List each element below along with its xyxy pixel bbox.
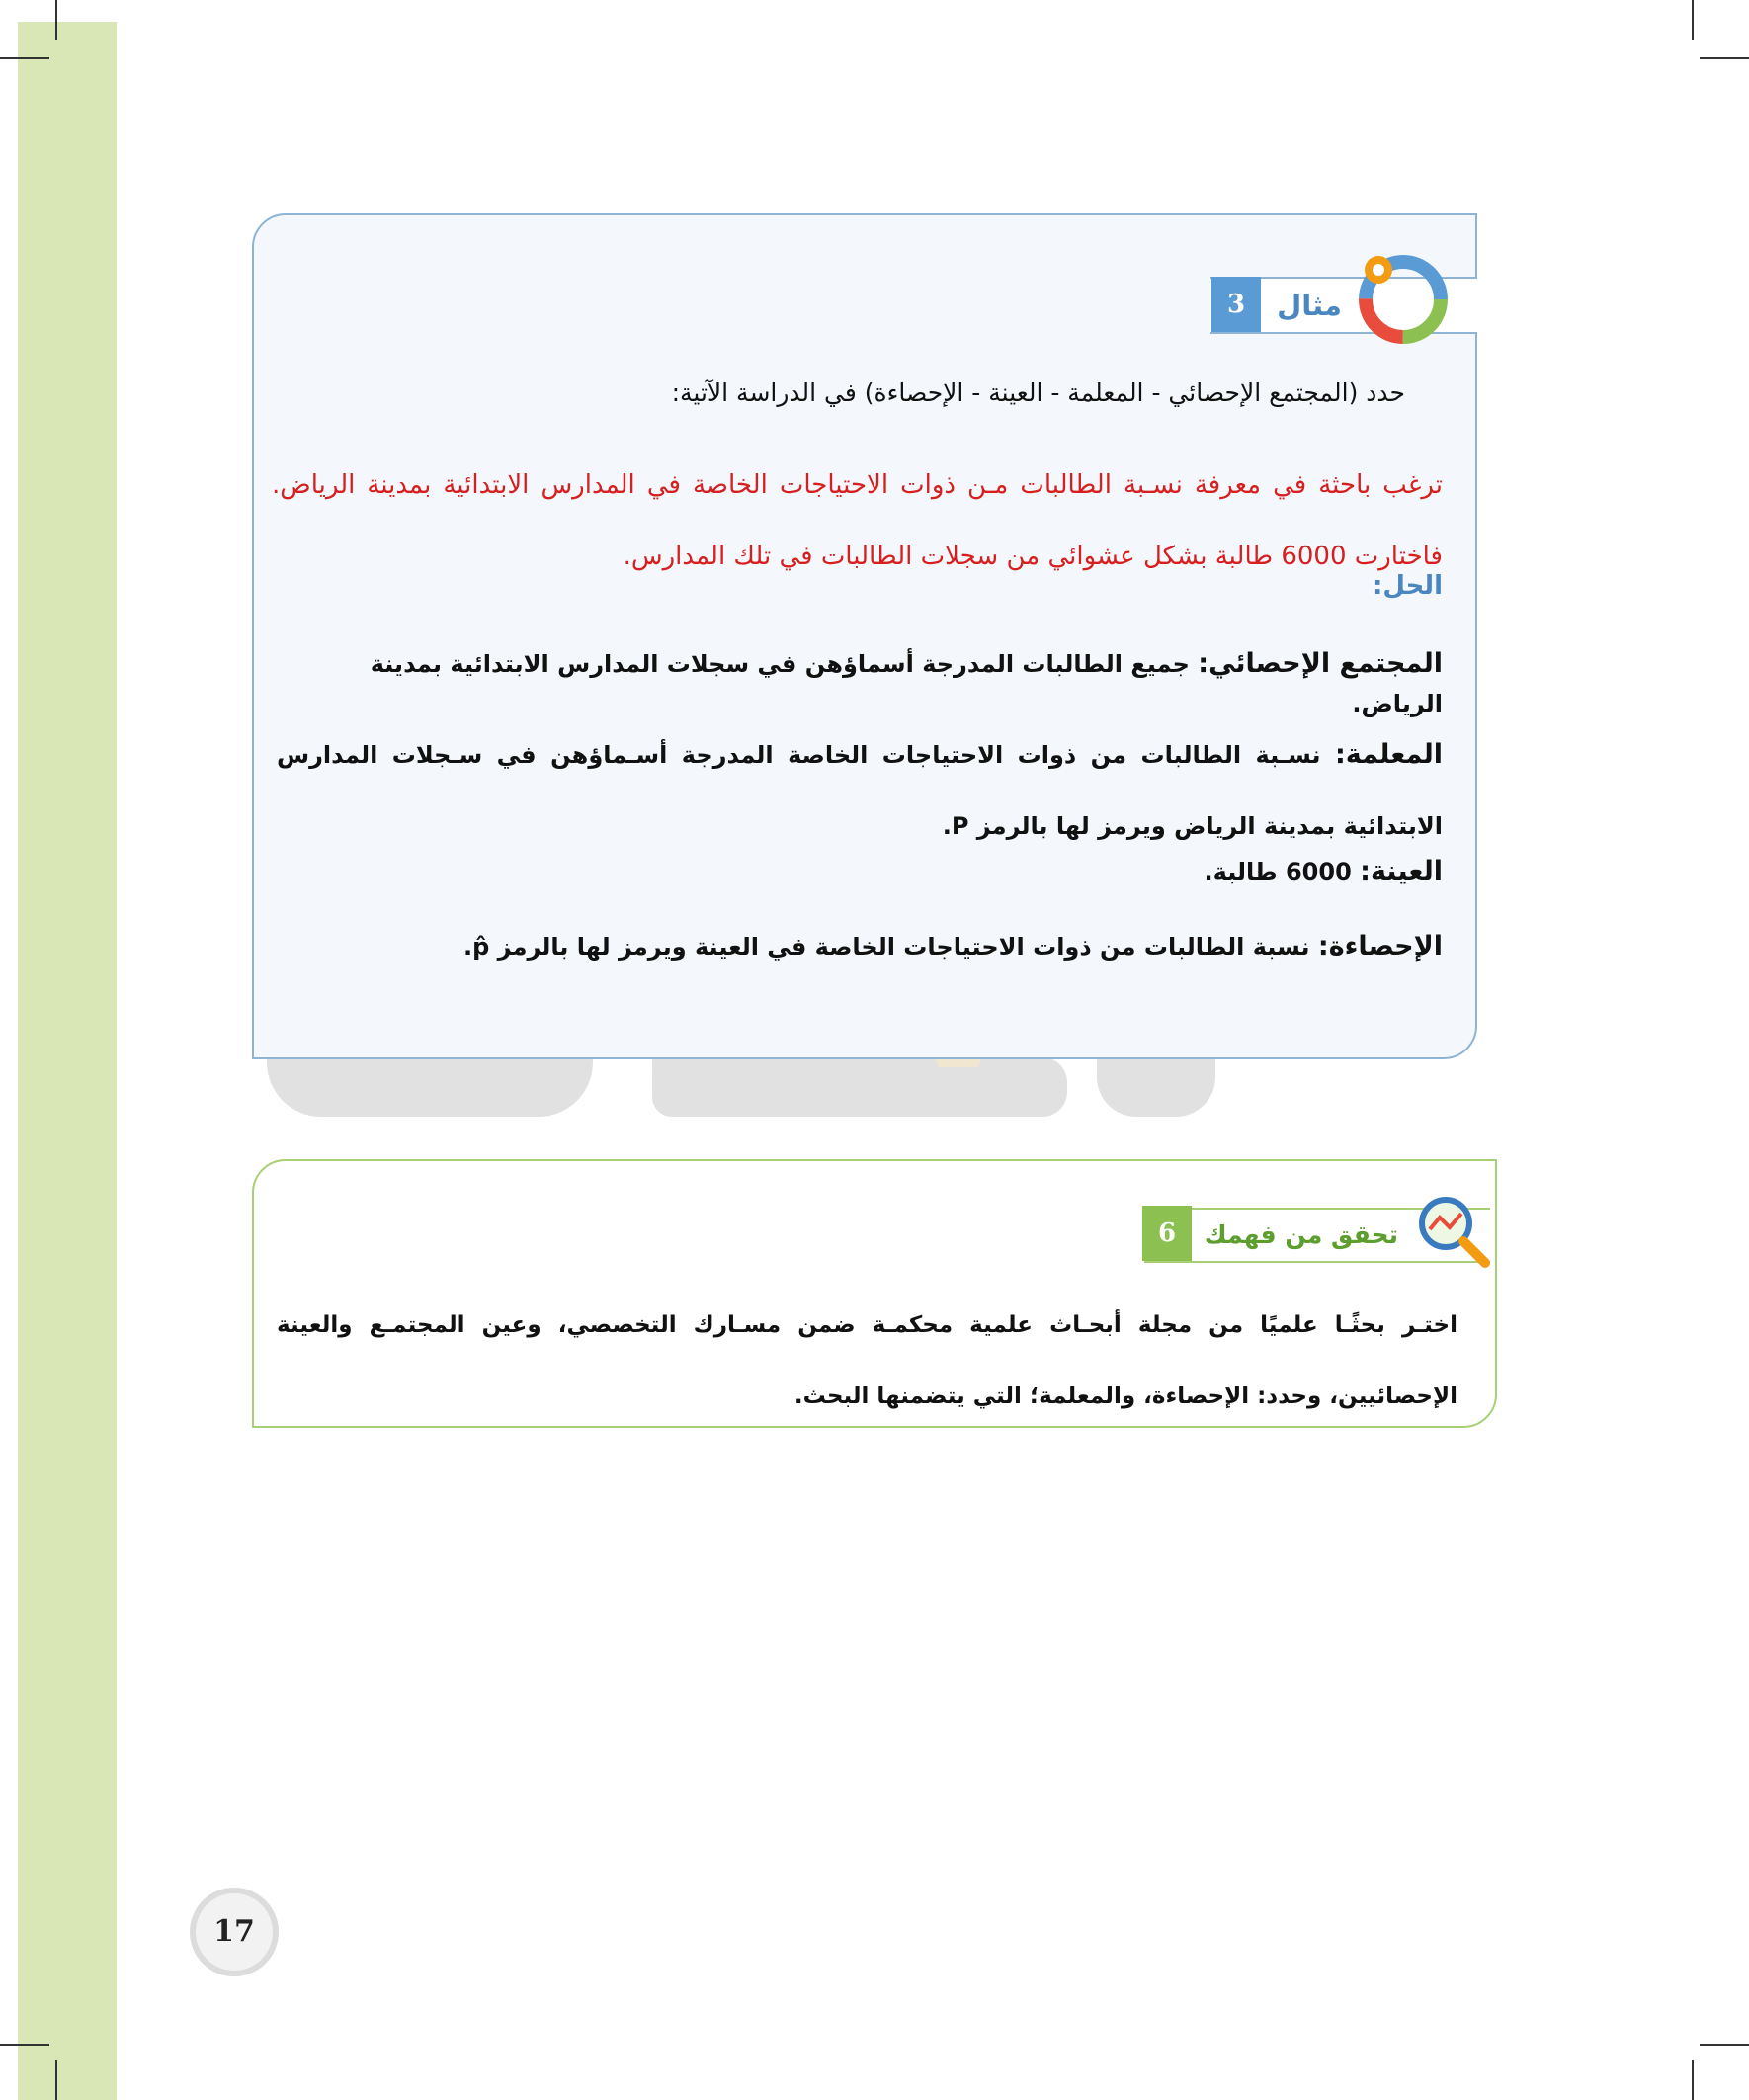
crop-mark <box>55 0 57 40</box>
example-label: مثال <box>1277 289 1342 322</box>
sample-term: العينة: <box>1360 856 1443 886</box>
check-number-badge: 6 <box>1142 1206 1192 1261</box>
crop-mark <box>0 2044 49 2046</box>
magnifier-icon <box>1408 1186 1497 1275</box>
statistic-term: الإحصاءة: <box>1317 931 1443 962</box>
example-problem: ترغب باحثة في معرفة نسـبة الطالبات مـن ذوات الاحتياجات الخاصة في المدارس الابتدائية بمدينة الرياض. فاختارت 6000 طالبة بشكل عشوائي من سجلات الطالبات في تلك المدارس. <box>272 470 1443 571</box>
statistic-text: نسبة الطالبات من ذوات الاحتياجات الخاصة في العينة ويرمز لها بالرمز p̂. <box>463 933 1318 961</box>
solution-label: الحل: <box>1372 571 1443 601</box>
sample-line <box>277 852 1443 891</box>
population-line <box>277 644 1443 723</box>
check-text: اختـر بحثًـا علميًا من مجلة أبحـاث علمية محكمـة ضمن مسـارك التخصصي، وعين المجتمـع والعينة الإحصائيين، وحدد: الإحصاءة، والمعلمة؛ التي يتضمنها البحث. <box>277 1312 1458 1409</box>
population-term: المجتمع الإحصائي: <box>1198 648 1443 679</box>
crop-mark <box>55 2060 57 2100</box>
parameter-text: نسـبة الطالبات من ذوات الاحتياجات الخاصة المدرجة أسـماؤهن في سـجلات المدارس الابتدائية بمدينة الرياض ويرمز لها بالرمز P. <box>277 741 1443 840</box>
check-label: تحقق من فهمك <box>1204 1220 1398 1249</box>
crop-mark <box>0 57 49 59</box>
parameter-line <box>277 719 1443 862</box>
page-number: 17 <box>190 1888 279 1976</box>
crop-mark <box>1700 2044 1749 2046</box>
crop-mark <box>1692 0 1694 40</box>
example-instruction: حدد (المجتمع الإحصائي - المعلمة - العينة - الإحصاءة) في الدراسة الآتية: <box>671 378 1405 407</box>
side-color-band <box>18 22 117 2100</box>
statistic-line <box>277 927 1443 966</box>
target-chart-icon <box>1349 245 1448 344</box>
crop-mark <box>1692 2060 1694 2100</box>
crop-mark <box>1700 57 1749 59</box>
parameter-term: المعلمة: <box>1334 739 1443 770</box>
sample-text: 6000 طالبة. <box>1204 858 1361 885</box>
population-text: جميع الطالبات المدرجة أسماؤهن في سجلات المدارس الابتدائية بمدينة الرياض. <box>370 650 1443 717</box>
example-number-badge: 3 <box>1211 277 1261 332</box>
